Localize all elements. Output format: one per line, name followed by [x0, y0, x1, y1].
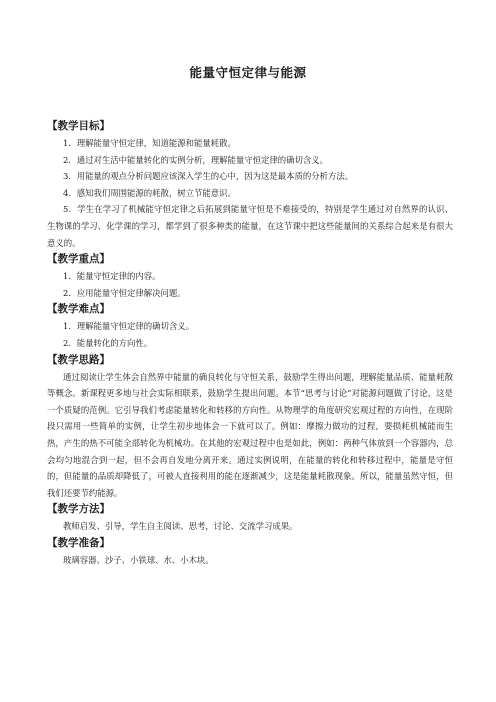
section-heading-key-points: 【教学重点】 [47, 253, 110, 266]
section-heading-difficulties: 【教学难点】 [47, 303, 110, 316]
goal-item-3: 3．用能量的观点分析问题应该深入学生的心中，因为这是最本质的分析方法。 [63, 171, 354, 182]
section-teaching-goals [47, 118, 453, 251]
section-difficulties [47, 301, 453, 351]
difficulty-item-2: 2．能量转化的方向性。 [63, 337, 153, 348]
difficulty-item-1: 1．理解能量守恒定律的确切含义。 [63, 321, 194, 332]
section-key-points [47, 251, 453, 301]
section-methods [47, 501, 453, 535]
goal-item-1: 1．理解能量守恒定律，知道能源和能量耗散。 [63, 138, 236, 148]
goal-item-5: 5．学生在学习了机械能守恒定律之后拓展到能量守恒是不难接受的，特别是学生通过对自然界的认识、生物课的学习、化学课的学习，都学到了很多种类的能量，在这节课中把这些能量间的关系综合起来是有很大意义的。 [47, 204, 453, 248]
preparation-paragraph: 玻璃容器、沙子、小铁球、水、小木块。 [63, 554, 214, 565]
document-title: 能量守恒定律与能源 [189, 65, 307, 80]
section-approach [47, 352, 453, 502]
key-point-item-2: 2．应用能量守恒定律解决问题。 [63, 287, 186, 298]
goal-item-4: 4．感知我们周围能源的耗散，树立节能意识。 [63, 187, 236, 198]
goal-item-2: 2．通过对生活中能量转化的实例分析，理解能量守恒定律的确切含义。 [63, 154, 328, 165]
section-heading-approach: 【教学思路】 [47, 353, 110, 366]
methods-paragraph: 教师启发、引导，学生自主阅读、思考，讨论、交流学习成果。 [63, 521, 298, 532]
document-body [47, 118, 453, 568]
section-heading-methods: 【教学方法】 [47, 503, 110, 516]
approach-paragraph: 通过阅读让学生体会自然界中能量的确良转化与守恒关系，鼓励学生得出问题，理解能量品质、能量耗散等概念。新课程更多地与社会实际相联系，鼓励学生提出问题。本节“思考与讨论”对能源问题做了讨论，这是一个质疑的范例。它引导我们考虑能量转化和转移的方向性。从物理学的角度研究宏观过程的方向性，在现阶段只需用一些简单的实例，让学生初步地体会一下就可以了。例如：摩擦力做功的过程，要损耗机械能而生热，产生的热不可能全部转化为机械功。在其他的宏观过程中也是如此，例如：两种气体放到一个容器内，总会均匀地混合到一起，但不会再自发地分离开来。通过实例说明，在能量的转化和转移过程中，能量是守恒的，但能量的品质却降低了，可被人直接利用的能在逐渐减少，这是能量耗散现象。所以，能量虽然守恒，但我们还要节约能源。 [47, 371, 453, 498]
section-heading-goals: 【教学目标】 [47, 120, 110, 132]
section-preparation [47, 535, 453, 569]
key-point-item-1: 1．能量守恒定律的内容。 [63, 271, 161, 282]
section-heading-preparation: 【教学准备】 [47, 536, 110, 549]
